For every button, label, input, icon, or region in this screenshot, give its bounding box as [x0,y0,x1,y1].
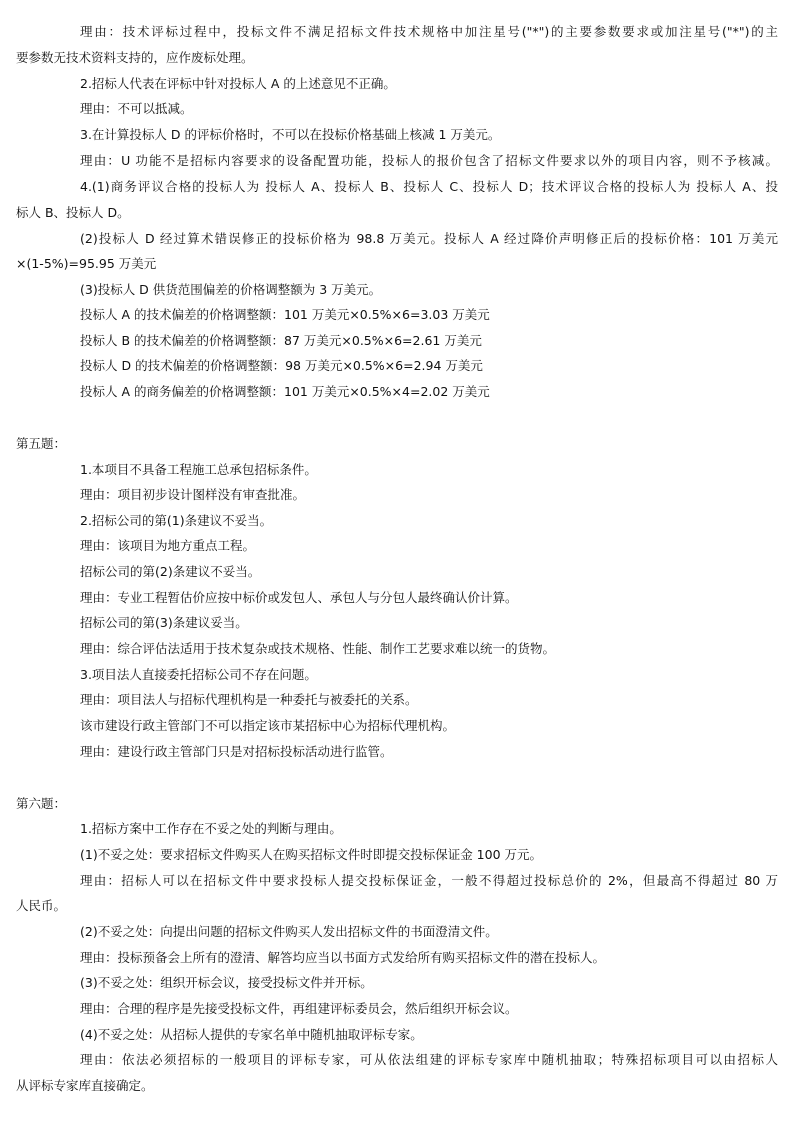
text-line: 3.项目法人直接委托招标公司不存在问题。 [80,667,317,682]
text-line: 要参数无技术资料支持的，应作废标处理。 [16,50,254,65]
text-line: 理由：综合评估法适用于技术复杂或技术规格、性能、制作工艺要求难以统一的货物。 [80,641,556,656]
text-line: 理由：投标预备会上所有的澄清、解答均应当以书面方式发给所有购买招标文件的潜在投标人。 [80,950,606,965]
text-line: (4)不妥之处：从招标人提供的专家名单中随机抽取评标专家。 [80,1027,423,1042]
section-heading: 第六题： [16,796,67,811]
text-line: 2.招标公司的第(1)条建议不妥当。 [80,513,273,528]
text-line: 3.在计算投标人 D 的评标价格时，不可以在投标价格基础上核减 1 万美元。 [80,127,501,142]
text-line: 1.招标方案中工作存在不妥之处的判断与理由。 [80,821,342,836]
text-line: 理由：依法必须招标的一般项目的评标专家，可从依法组建的评标专家库中随机抽取；特殊招标项目可以由招标人 [80,1052,778,1067]
text-line: 理由：招标人可以在招标文件中要求投标人提交投标保证金，一般不得超过投标总价的 2%，但最高不得超过 80 万 [80,873,778,888]
text-line: 招标公司的第(2)条建议不妥当。 [80,564,261,579]
text-line: 投标人 A 的商务偏差的价格调整额：101 万美元×0.5%×4=2.02 万美元 [80,384,490,399]
text-line: (3)投标人 D 供货范围偏差的价格调整额为 3 万美元。 [80,282,382,297]
text-line: 2.招标人代表在评标中针对投标人 A 的上述意见不正确。 [80,76,396,91]
text-line: 理由：建设行政主管部门只是对招标投标活动进行监管。 [80,744,393,759]
text-line: 理由：该项目为地方重点工程。 [80,538,256,553]
text-line: 理由：不可以抵减。 [80,101,193,116]
text-line: 理由：专业工程暂估价应按中标价或发包人、承包人与分包人最终确认价计算。 [80,590,518,605]
text-line: 1.本项目不具备工程施工总承包招标条件。 [80,462,317,477]
text-line: 招标公司的第(3)条建议妥当。 [80,615,248,630]
text-line: (2)不妥之处：向提出问题的招标文件购买人发出招标文件的书面澄清文件。 [80,924,498,939]
text-line: 理由：U 功能不是招标内容要求的设备配置功能，投标人的报价包含了招标文件要求以外的项目内容，则不予核减。 [80,153,778,168]
text-line: 该市建设行政主管部门不可以指定该市某招标中心为招标代理机构。 [80,718,456,733]
text-line: (2)投标人 D 经过算术错误修正的投标价格为 98.8 万美元。投标人 A 经过降价声明修正后的投标价格：101 万美元 [80,231,778,246]
text-line: (3)不妥之处：组织开标会议，接受投标文件并开标。 [80,975,373,990]
text-line: (1)不妥之处：要求招标文件购买人在购买招标文件时即提交投标保证金 100 万元。 [80,847,543,862]
text-line: 人民币。 [16,898,67,913]
text-line: 理由：项目初步设计图样没有审查批准。 [80,487,306,502]
text-line: 从评标专家库直接确定。 [16,1078,154,1093]
text-line: 理由：项目法人与招标代理机构是一种委托与被委托的关系。 [80,692,418,707]
section-heading: 第五题： [16,436,67,451]
text-line: 投标人 D 的技术偏差的价格调整额：98 万美元×0.5%×6=2.94 万美元 [80,358,483,373]
text-line: 理由：合理的程序是先接受投标文件，再组建评标委员会，然后组织开标会议。 [80,1001,518,1016]
text-line: 4.(1)商务评议合格的投标人为 投标人 A、投标人 B、投标人 C、投标人 D；技术评议合格的投标人为 投标人 A、投 [80,179,778,194]
text-line: 理由：技术评标过程中，投标文件不满足招标文件技术规格中加注星号("*")的主要参数要求或加注星号("*")的主 [80,24,778,39]
text-line: ×(1-5%)=95.95 万美元 [16,256,157,271]
text-line: 投标人 B 的技术偏差的价格调整额：87 万美元×0.5%×6=2.61 万美元 [80,333,482,348]
text-line: 标人 B、投标人 D。 [16,205,130,220]
text-line: 投标人 A 的技术偏差的价格调整额：101 万美元×0.5%×6=3.03 万美元 [80,307,490,322]
